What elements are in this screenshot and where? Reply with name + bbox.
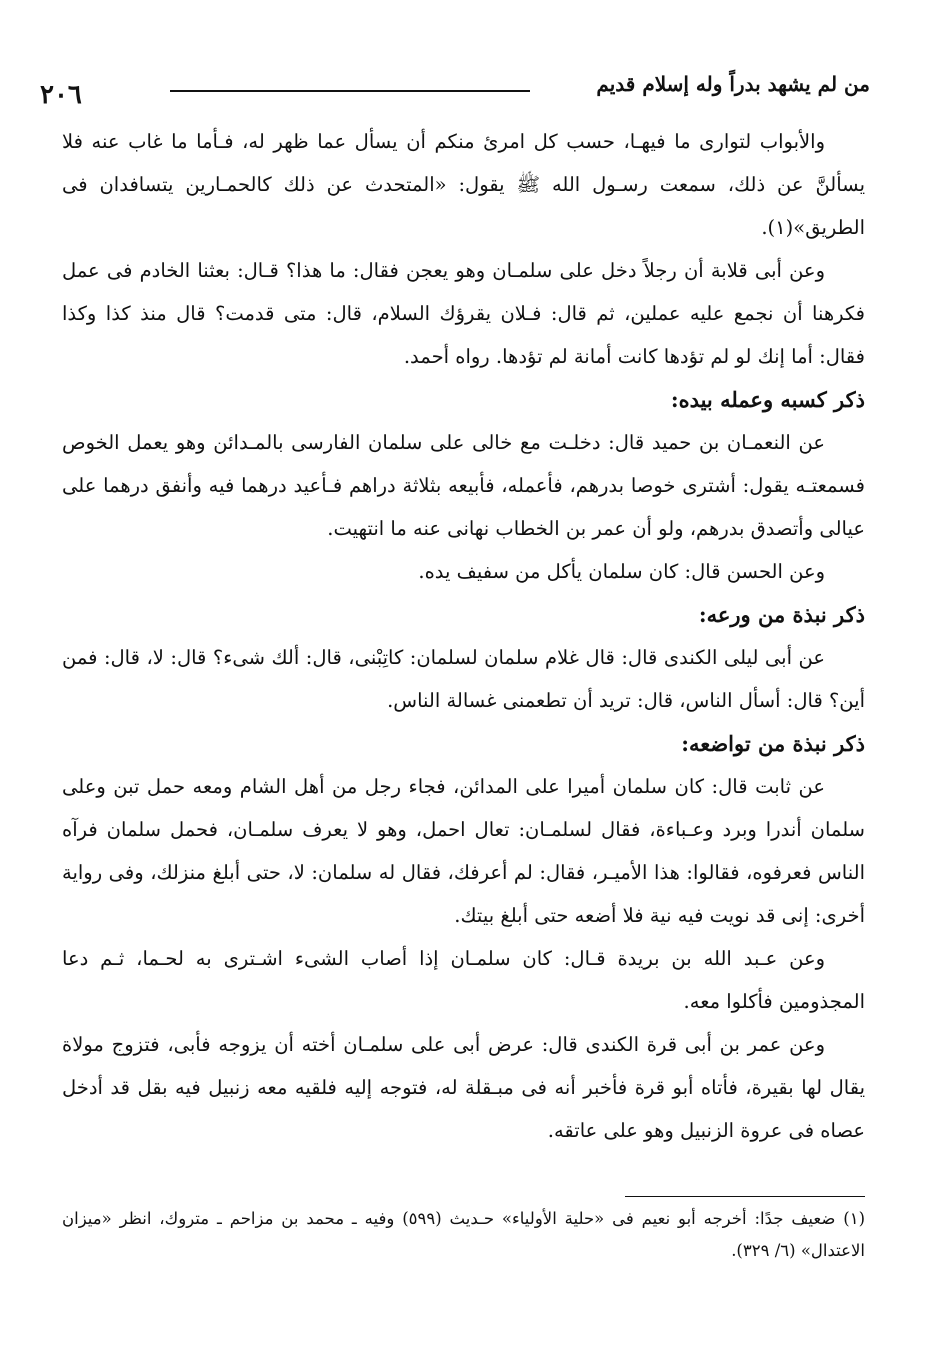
paragraph: وعن الحسن قال: كان سلمان يأكل من سفيف يده. [418, 560, 825, 583]
body-text [62, 120, 865, 1152]
paragraph: وعن عـبد الله بن بريدة قـال: كان سلمـان إذا أصاب الشىء اشـترى به لحـما، ثـم دعا المجذومين فأكلوا معه. [62, 947, 865, 1013]
paragraph: وعن عمر بن أبى قرة الكندى قال: عرض أبى على سلمـان أخته أن يزوجه فأبى، فتزوج مولاة يقال لها بقيرة، فأتاه أبو قرة فأخبر أنه فى مبـقلة له، فتوجه إليه فلقيه معه زنبيل فيه بقل قد أدخل عصاه فى عروة الزنبيل وهو على عاتقه. [62, 1033, 865, 1142]
page-header [40, 70, 880, 110]
section-heading: ذكر نبذة من ورعه: [698, 602, 865, 627]
section-heading: ذكر كسبه وعمله بيده: [670, 387, 865, 412]
footnote-rule [625, 1196, 865, 1197]
footnote-text: (١) ضعيف جدًا: أخرجه أبو نعيم فى «حلية الأولياء» حـديث (٥٩٩) وفيه ـ محمد بن مزاحم ـ متروك، انظر «ميزان الاعتدال» (٦/ ٣٢٩). [62, 1209, 865, 1260]
header-rule [170, 90, 530, 92]
page-number: ٢٠٦ [40, 80, 82, 110]
paragraph: والأبواب لتوارى ما فيهـا، حسب كل امرئ منكم أن يسأل عما ظهر له، فـأما ما غاب عنه فلا يسألنَّ عن ذلك، سمعت رسـول الله ﷺ يقول: «المتحدث عن ذلك كالحمـارين يتسافدان فى الطريق»(١). [62, 130, 865, 239]
footnote [62, 1203, 865, 1267]
paragraph: وعن أبى قلابة أن رجلاً دخل على سلمـان وهو يعجن فقال: ما هذا؟ قـال: بعثنا الخادم فى عمل فكرهنا أن نجمع عليه عملين، ثم قال: فـلان يقرؤك السلام، قال: متى قدمت؟ قال منذ كذا وكذا فقال: أما إنك لو لم تؤدها كانت أمانة لم تؤدها. رواه أحمد. [62, 259, 865, 368]
paragraph: عن النعمـان بن حميد قال: دخلـت مع خالى على سلمان الفارسى بالمـدائن وهو يعمل الخوص فسمعتـه يقول: أشترى خوصا بدرهم، فأعمله، فأبيعه بثلاثة دراهم فـأعيد درهما فيه وأنفق درهما على عيالى وأتصدق بدرهم، ولو أن عمر بن الخطاب نهانى عنه ما انتهيت. [62, 431, 865, 540]
running-title: من لم يشهد بدراً وله إسلام قديم [596, 72, 870, 96]
paragraph: عن أبى ليلى الكندى قال: قال غلام سلمان لسلمان: كاتِبْنى، قال: ألك شىء؟ قال: لا، قال: فمن أين؟ قال: أسأل الناس، قال: تريد أن تطعمنى غسالة الناس. [62, 646, 865, 712]
section-heading: ذكر نبذة من تواضعه: [681, 731, 865, 756]
paragraph: عن ثابت قال: كان سلمان أميرا على المدائن، فجاء رجل من أهل الشام ومعه حمل تبن وعلى سلمان أندرا وبرد وعـباءة، فقال لسلمـان: تعال احمل، وهو لا يعرف سلمـان، فحمل سلمان فرآه الناس فعرفوه، فقالوا: هذا الأميـر، فقال: لم أعرفك، فقال له سلمان: لا، حتى أبلغ منزلك، وفى رواية أخرى: إنى قد نويت فيه نية فلا أضعه حتى أبلغ بيتك. [62, 775, 865, 927]
